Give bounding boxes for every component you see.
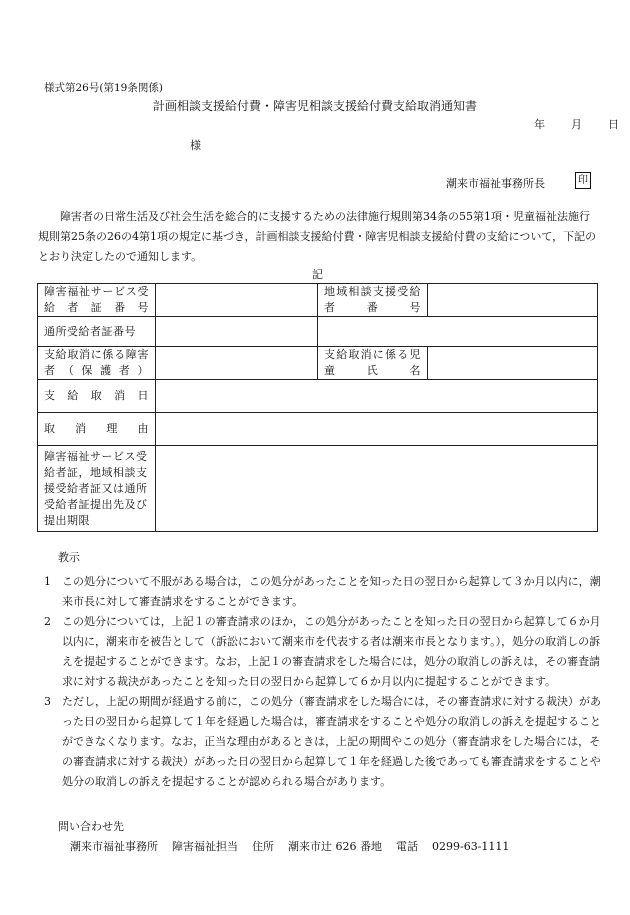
- info-table: [37, 283, 598, 532]
- contact-section: [58, 817, 523, 857]
- table-row: [38, 284, 598, 317]
- blank-cell: [318, 317, 598, 347]
- note-text: この処分については，上記１の審査請求のほか，この処分があったことを知った日の翌日から起算して６か月以内に，潮来市を被告として（訴訟において潮来市を代表する者は潮来市長となります。），処分の取消しの訴えを提起することができます。なお，上記１の審査請求をした場合には，処分の取消しの訴えは，その審査請求に対する裁決があったことを知った日の翌日から起算して６か月以内に提起することができます。: [62, 615, 601, 688]
- table-row: [38, 380, 598, 413]
- seal-box: 印: [575, 172, 591, 189]
- value-daycare-cert-number: [156, 317, 318, 347]
- label-daycare-cert-number: 通所受給者証番号: [38, 317, 156, 347]
- ki-marker: 記: [312, 268, 323, 281]
- value-disabled-person: [156, 347, 318, 380]
- table-row: [38, 347, 598, 380]
- date-day: 日: [608, 118, 619, 131]
- value-community-cert-number: [428, 284, 598, 317]
- addressee-suffix: 様: [190, 139, 201, 152]
- label-disabled-person: 支給取消に係る障害者（保護者）: [38, 347, 156, 380]
- notes-heading: 教示: [58, 551, 80, 564]
- value-submission-destination: [156, 446, 598, 532]
- label-community-cert-number: 地域相談支援受給者番号: [318, 284, 428, 317]
- body-text: 障害者の日常生活及び社会生活を総合的に支援するための法律施行規則第34条の55第1項・児童福祉法施行規則第25条の26の4第1項の規定に基づき，計画相談支援給付費・障害児相談支援給付費の支給について，下記のとおり決定したので通知します。: [38, 210, 597, 263]
- date-month: 月: [571, 118, 582, 131]
- label-cancel-reason: 取消理由: [38, 413, 156, 446]
- contact-phone: 0299-63-1111: [432, 840, 510, 853]
- note-number: 2: [44, 615, 51, 628]
- note-item: [38, 612, 603, 692]
- document-title: 計画相談支援給付費・障害児相談支援給付費支給取消通知書: [152, 99, 477, 113]
- note-number: 1: [44, 575, 51, 588]
- contact-section-name: 障害福祉担当: [172, 840, 238, 853]
- form-number: 様式第26号(第19条関係): [44, 82, 163, 94]
- date-year: 年: [534, 118, 545, 131]
- table-row: [38, 446, 598, 532]
- date-line: [504, 116, 619, 132]
- value-child-name: [428, 347, 598, 380]
- contact-address: 潮来市辻 626 番地: [288, 840, 382, 853]
- value-cancel-date: [156, 380, 598, 413]
- note-text: この処分について不服がある場合は，この処分があったことを知った日の翌日から起算して３か月以内に，潮来市長に対して審査請求をすることができます。: [62, 575, 601, 608]
- contact-line: [58, 837, 523, 857]
- note-item: [38, 692, 603, 792]
- label-service-cert-number: 障害福祉サービス受給者証番号: [38, 284, 156, 317]
- label-submission-destination: 障害福祉サービス受給者証，地域相談支援受給者証又は通所受給者証提出先及び提出期限: [38, 446, 156, 532]
- notes-section: [38, 548, 603, 792]
- issuer-name: 潮来市福祉事務所長: [446, 177, 545, 190]
- note-number: 3: [44, 695, 51, 708]
- table-row: [38, 317, 598, 347]
- contact-heading: 問い合わせ先: [58, 820, 124, 833]
- contact-address-label: 住所: [252, 840, 274, 853]
- value-service-cert-number: [156, 284, 318, 317]
- note-item: [38, 572, 603, 612]
- contact-phone-label: 電話: [396, 840, 418, 853]
- label-cancel-date: 支給取消日: [38, 380, 156, 413]
- table-row: [38, 413, 598, 446]
- value-cancel-reason: [156, 413, 598, 446]
- body-paragraph: [38, 207, 598, 267]
- label-child-name: 支給取消に係る児童氏名: [318, 347, 428, 380]
- note-text: ただし，上記の期間が経過する前に，この処分（審査請求をした場合には，その審査請求に対する裁決）があった日の翌日から起算して１年を経過した場合は，審査請求をすることや処分の取消しの訴えを提起することができなくなります。なお，正当な理由があるときは，上記の期間やこの処分（審査請求をした場合には，その審査請求に対する裁決）があった日の翌日から起算して１年を経過した後であっても審査請求をすることや処分の取消しの訴えを提起することが認められる場合があります。: [62, 695, 601, 788]
- contact-office: 潮来市福祉事務所: [70, 840, 158, 853]
